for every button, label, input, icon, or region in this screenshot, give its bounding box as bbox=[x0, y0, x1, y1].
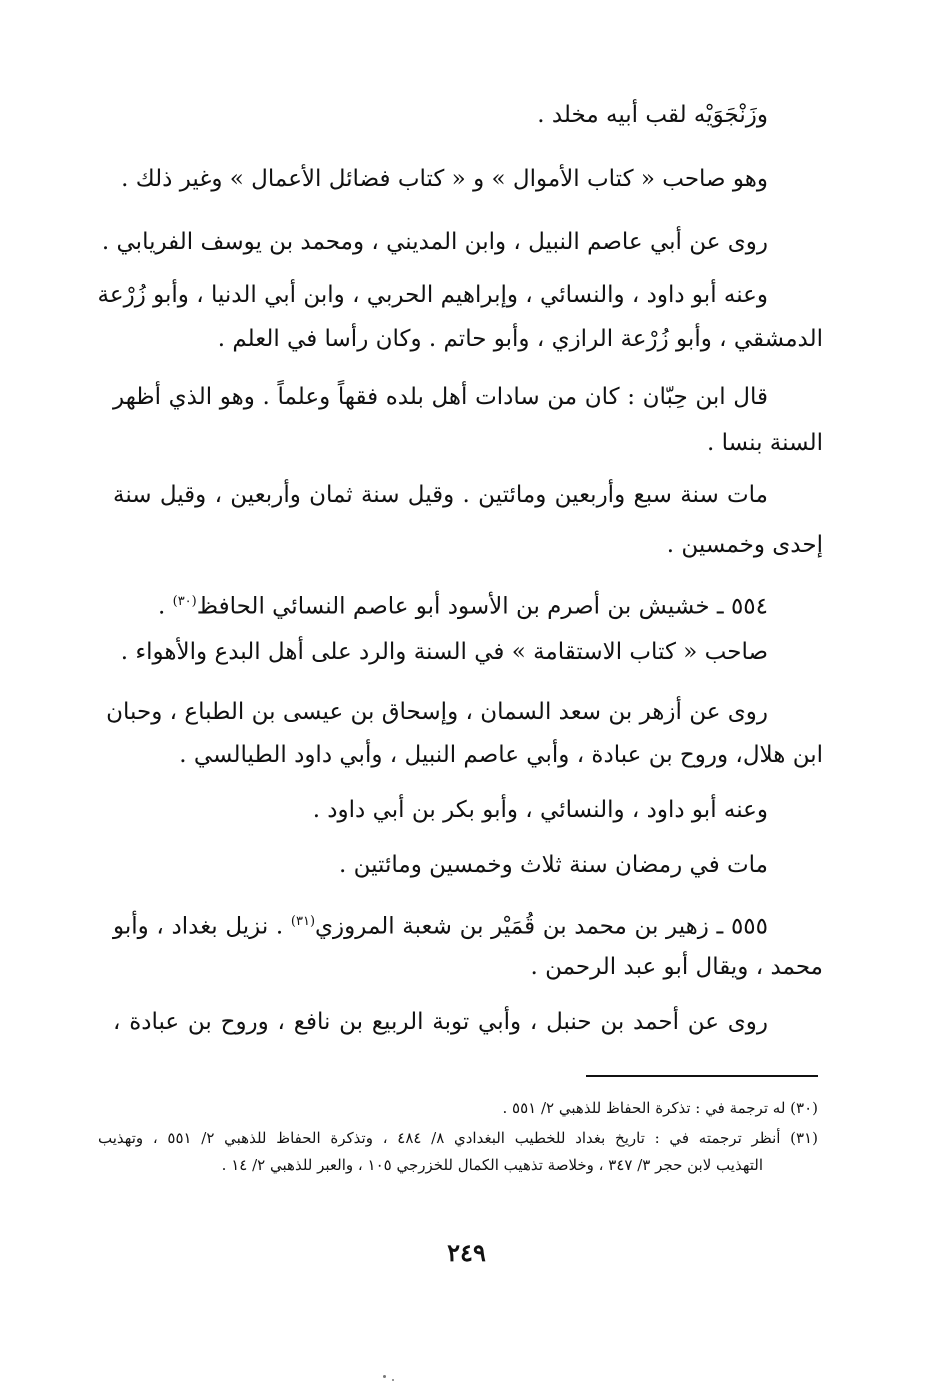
footnote-31-line-1: (٣١) أنظر ترجمته في : تاريخ بغداد للخطيب البغدادي ٨/ ٤٨٤ ، وتذكرة الحفاظ للذهبي ٢/ ٥٥١ ، وتهذيب bbox=[98, 1129, 818, 1147]
text-line-5: الدمشقي ، وأبو زُرْعة الرازي ، وأبو حاتم . وكان رأسا في العلم . bbox=[217, 326, 823, 352]
text-line-11: صاحب « كتاب الاستقامة » في السنة والرد على أهل البدع والأهواء . bbox=[120, 639, 768, 665]
entry-554-heading bbox=[138, 585, 768, 624]
text-line-7: السنة بنسا . bbox=[707, 430, 823, 456]
text-line-8: مات سنة سبع وأربعين ومائتين . وقيل سنة ثمان وأربعين ، وقيل سنة bbox=[113, 482, 768, 508]
entry-554-title: ٥٥٤ ـ خشيش بن أصرم بن الأسود أبو عاصم النسائي الحافظ bbox=[196, 593, 768, 620]
text-line-2: وهو صاحب « كتاب الأموال » و « كتاب فضائل الأعمال » وغير ذلك . bbox=[121, 166, 768, 192]
entry-554-end: . bbox=[158, 593, 173, 620]
scan-speck bbox=[383, 1375, 386, 1378]
footnote-ref-30: (٣٠) bbox=[172, 594, 197, 609]
entry-555-rest: . نزيل بغداد ، وأبو bbox=[113, 913, 291, 940]
text-line-6: قال ابن حِبّان : كان من سادات أهل بلده فقهاً وعلماً . وهو الذي أظهر bbox=[113, 384, 768, 410]
text-line-4: وعنه أبو داود ، والنسائي ، وإبراهيم الحربي ، وابن أبي الدنيا ، وأبو زُرْعة bbox=[97, 282, 768, 308]
text-line-17: محمد ، ويقال أبو عبد الرحمن . bbox=[530, 954, 823, 980]
footnote-ref-31: (٣١) bbox=[290, 914, 316, 929]
scan-speck bbox=[392, 1379, 394, 1381]
text-line-15: مات في رمضان سنة ثلاث وخمسين ومائتين . bbox=[338, 852, 768, 878]
text-line-9: إحدى وخمسين . bbox=[666, 532, 823, 558]
text-line-1: وزَنْجَوَيْه لقب أبيه مخلد . bbox=[537, 102, 768, 128]
text-line-14: وعنه أبو داود ، والنسائي ، وأبو بكر بن أبي داود . bbox=[312, 797, 768, 823]
text-line-12: روى عن أزهر بن سعد السمان ، وإسحاق بن عيسى بن الطباع ، وحبان bbox=[106, 699, 768, 725]
text-line-13: ابن هلال، وروح بن عبادة ، وأبي عاصم النبيل ، وأبي داود الطيالسي . bbox=[179, 742, 823, 768]
page-number: ٢٤٩ bbox=[447, 1238, 486, 1267]
text-line-3: روى عن أبي عاصم النبيل ، وابن المديني ، ومحمد بن يوسف الفريابي . bbox=[101, 229, 768, 255]
entry-555-heading bbox=[113, 905, 768, 944]
text-line-18: روى عن أحمد بن حنبل ، وأبي توبة الربيع بن نافع ، وروح بن عبادة ، bbox=[113, 1009, 768, 1035]
footnote-30: (٣٠) له ترجمة في : تذكرة الحفاظ للذهبي ٢/ ٥٥١ . bbox=[502, 1099, 818, 1117]
entry-555-title: ٥٥٥ ـ زهير بن محمد بن قُمَيْر بن شعبة المروزي bbox=[315, 913, 768, 940]
footnote-separator bbox=[586, 1075, 818, 1077]
footnote-31-line-2: التهذيب لابن حجر ٣/ ٣٤٧ ، وخلاصة تذهيب الكمال للخزرجي ١٠٥ ، والعبر للذهبي ٢/ ١٤ . bbox=[221, 1156, 763, 1174]
